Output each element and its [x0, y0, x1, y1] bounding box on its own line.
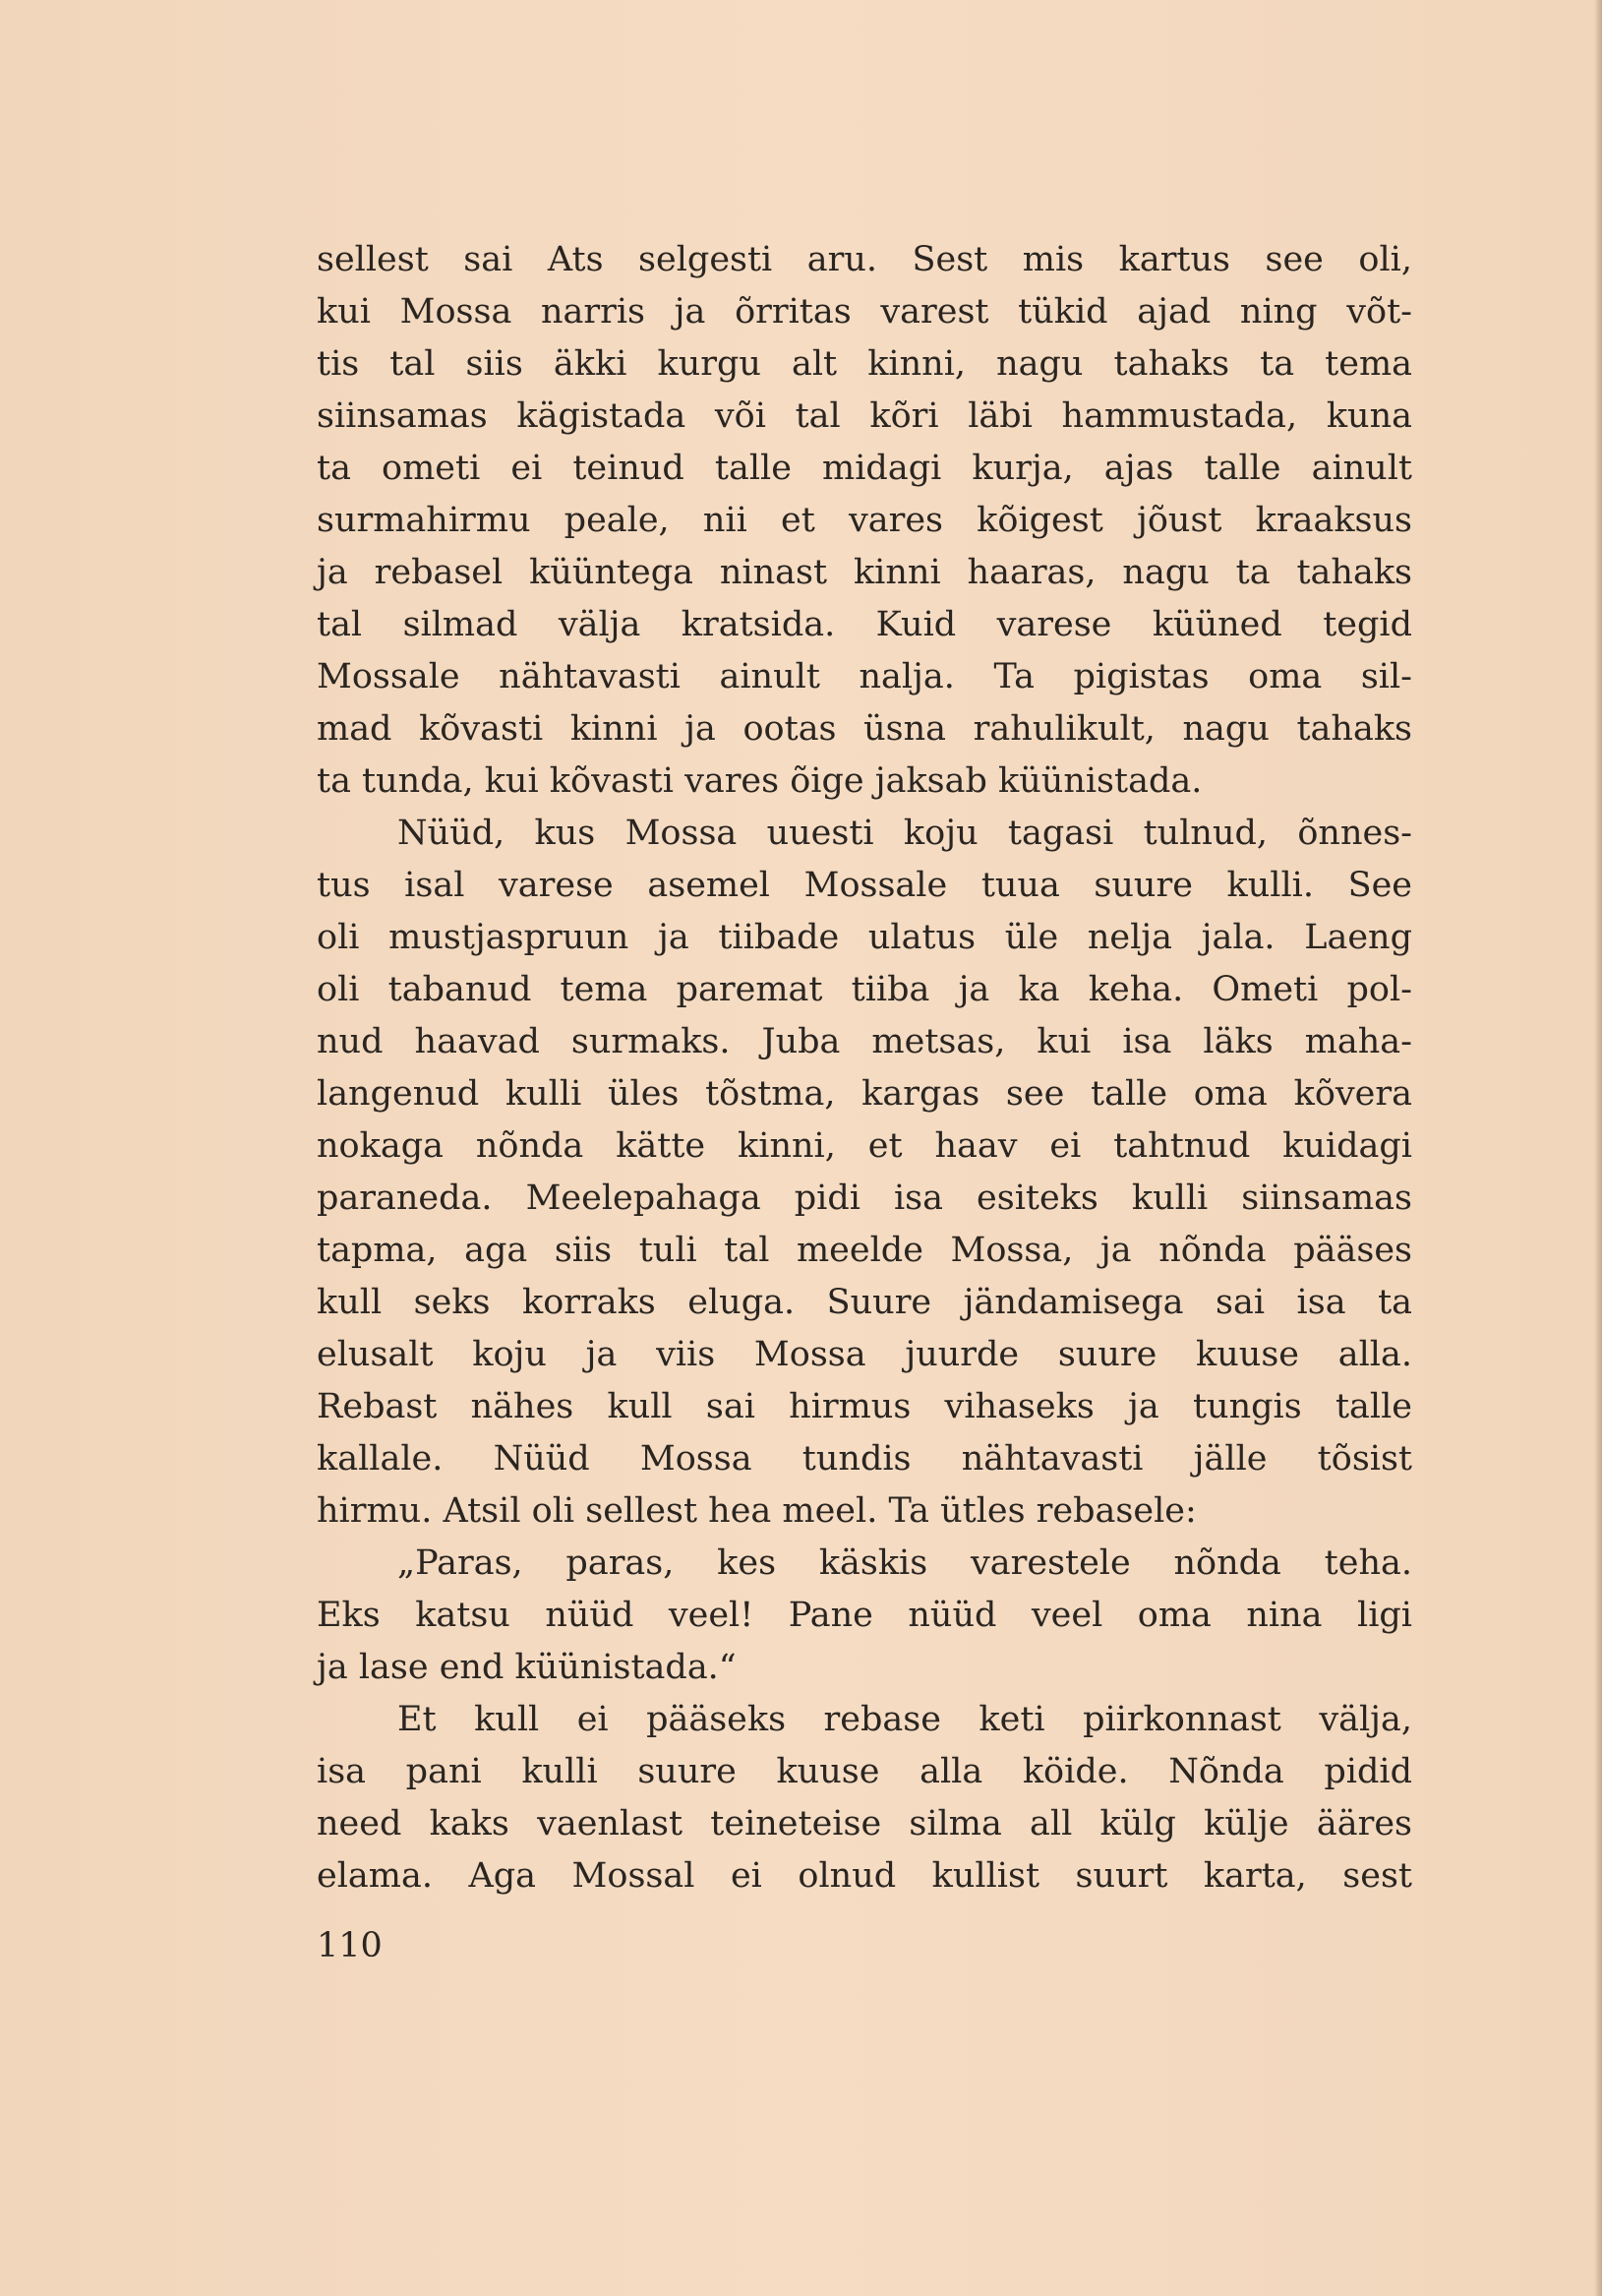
text-line: elusalt koju ja viis Mossa juurde suure kuuse alla.	[317, 1335, 1412, 1374]
text-line: sellest sai Ats selgesti aru. Sest mis kartus see oli,	[317, 240, 1412, 279]
text-line: ta ometi ei teinud talle midagi kurja, ajas talle ainult	[317, 449, 1412, 488]
text-line: elama. Aga Mossal ei olnud kullist suurt karta, sest	[317, 1856, 1412, 1896]
text-line: oli mustjaspruun ja tiibade ulatus üle nelja jala. Laeng	[317, 918, 1412, 957]
text-line: nokaga nõnda kätte kinni, et haav ei tahtnud kuidagi	[317, 1126, 1412, 1166]
text-line: need kaks vaenlast teineteise silma all külg külje ääres	[317, 1804, 1412, 1843]
page-edge-shadow	[1594, 0, 1602, 2296]
text-line: „Paras, paras, kes käskis varestele nõnda teha.	[397, 1543, 1412, 1583]
text-line: ja lase end küünistada.“	[317, 1648, 737, 1687]
text-line: nud haavad surmaks. Juba metsas, kui isa läks maha-	[317, 1022, 1412, 1061]
page-number: 110	[317, 1926, 383, 1965]
text-line: siinsamas kägistada või tal kõri läbi hammustada, kuna	[317, 396, 1412, 436]
text-line: langenud kulli üles tõstma, kargas see talle oma kõvera	[317, 1074, 1412, 1114]
text-line: kui Mossa narris ja õrritas varest tükid ajad ning võt-	[317, 292, 1412, 332]
text-line: Nüüd, kus Mossa uuesti koju tagasi tulnud, õnnes-	[397, 814, 1412, 853]
text-line: tal silmad välja kratsida. Kuid varese küüned tegid	[317, 605, 1412, 644]
text-line: surmahirmu peale, nii et vares kõigest jõust kraaksus	[317, 501, 1412, 540]
text-line: tapma, aga siis tuli tal meelde Mossa, ja nõnda pääses	[317, 1231, 1412, 1270]
text-line: ta tunda, kui kõvasti vares õige jaksab küünistada.	[317, 761, 1203, 801]
text-line: isa pani kulli suure kuuse alla köide. Nõnda pidid	[317, 1752, 1412, 1791]
text-line: kull seks korraks eluga. Suure jändamisega sai isa ta	[317, 1283, 1412, 1322]
text-line: tis tal siis äkki kurgu alt kinni, nagu tahaks ta tema	[317, 344, 1412, 384]
text-line: Eks katsu nüüd veel! Pane nüüd veel oma nina ligi	[317, 1596, 1412, 1635]
text-line: Et kull ei pääseks rebase keti piirkonnast välja,	[397, 1700, 1412, 1739]
text-line: hirmu. Atsil oli sellest hea meel. Ta ütles rebasele:	[317, 1491, 1197, 1531]
text-line: Mossale nähtavasti ainult nalja. Ta pigistas oma sil-	[317, 657, 1412, 696]
text-line: ja rebasel küüntega ninast kinni haaras, nagu ta tahaks	[317, 553, 1412, 592]
text-line: tus isal varese asemel Mossale tuua suure kulli. See	[317, 866, 1412, 905]
text-line: kallale. Nüüd Mossa tundis nähtavasti jälle tõsist	[317, 1439, 1412, 1479]
text-line: paraneda. Meelepahaga pidi isa esiteks kulli siinsamas	[317, 1178, 1412, 1218]
text-line: Rebast nähes kull sai hirmus vihaseks ja tungis talle	[317, 1387, 1412, 1426]
body-text	[317, 234, 1412, 1903]
text-line: oli tabanud tema paremat tiiba ja ka keha. Ometi pol-	[317, 970, 1412, 1009]
text-line: mad kõvasti kinni ja ootas üsna rahulikult, nagu tahaks	[317, 709, 1412, 749]
